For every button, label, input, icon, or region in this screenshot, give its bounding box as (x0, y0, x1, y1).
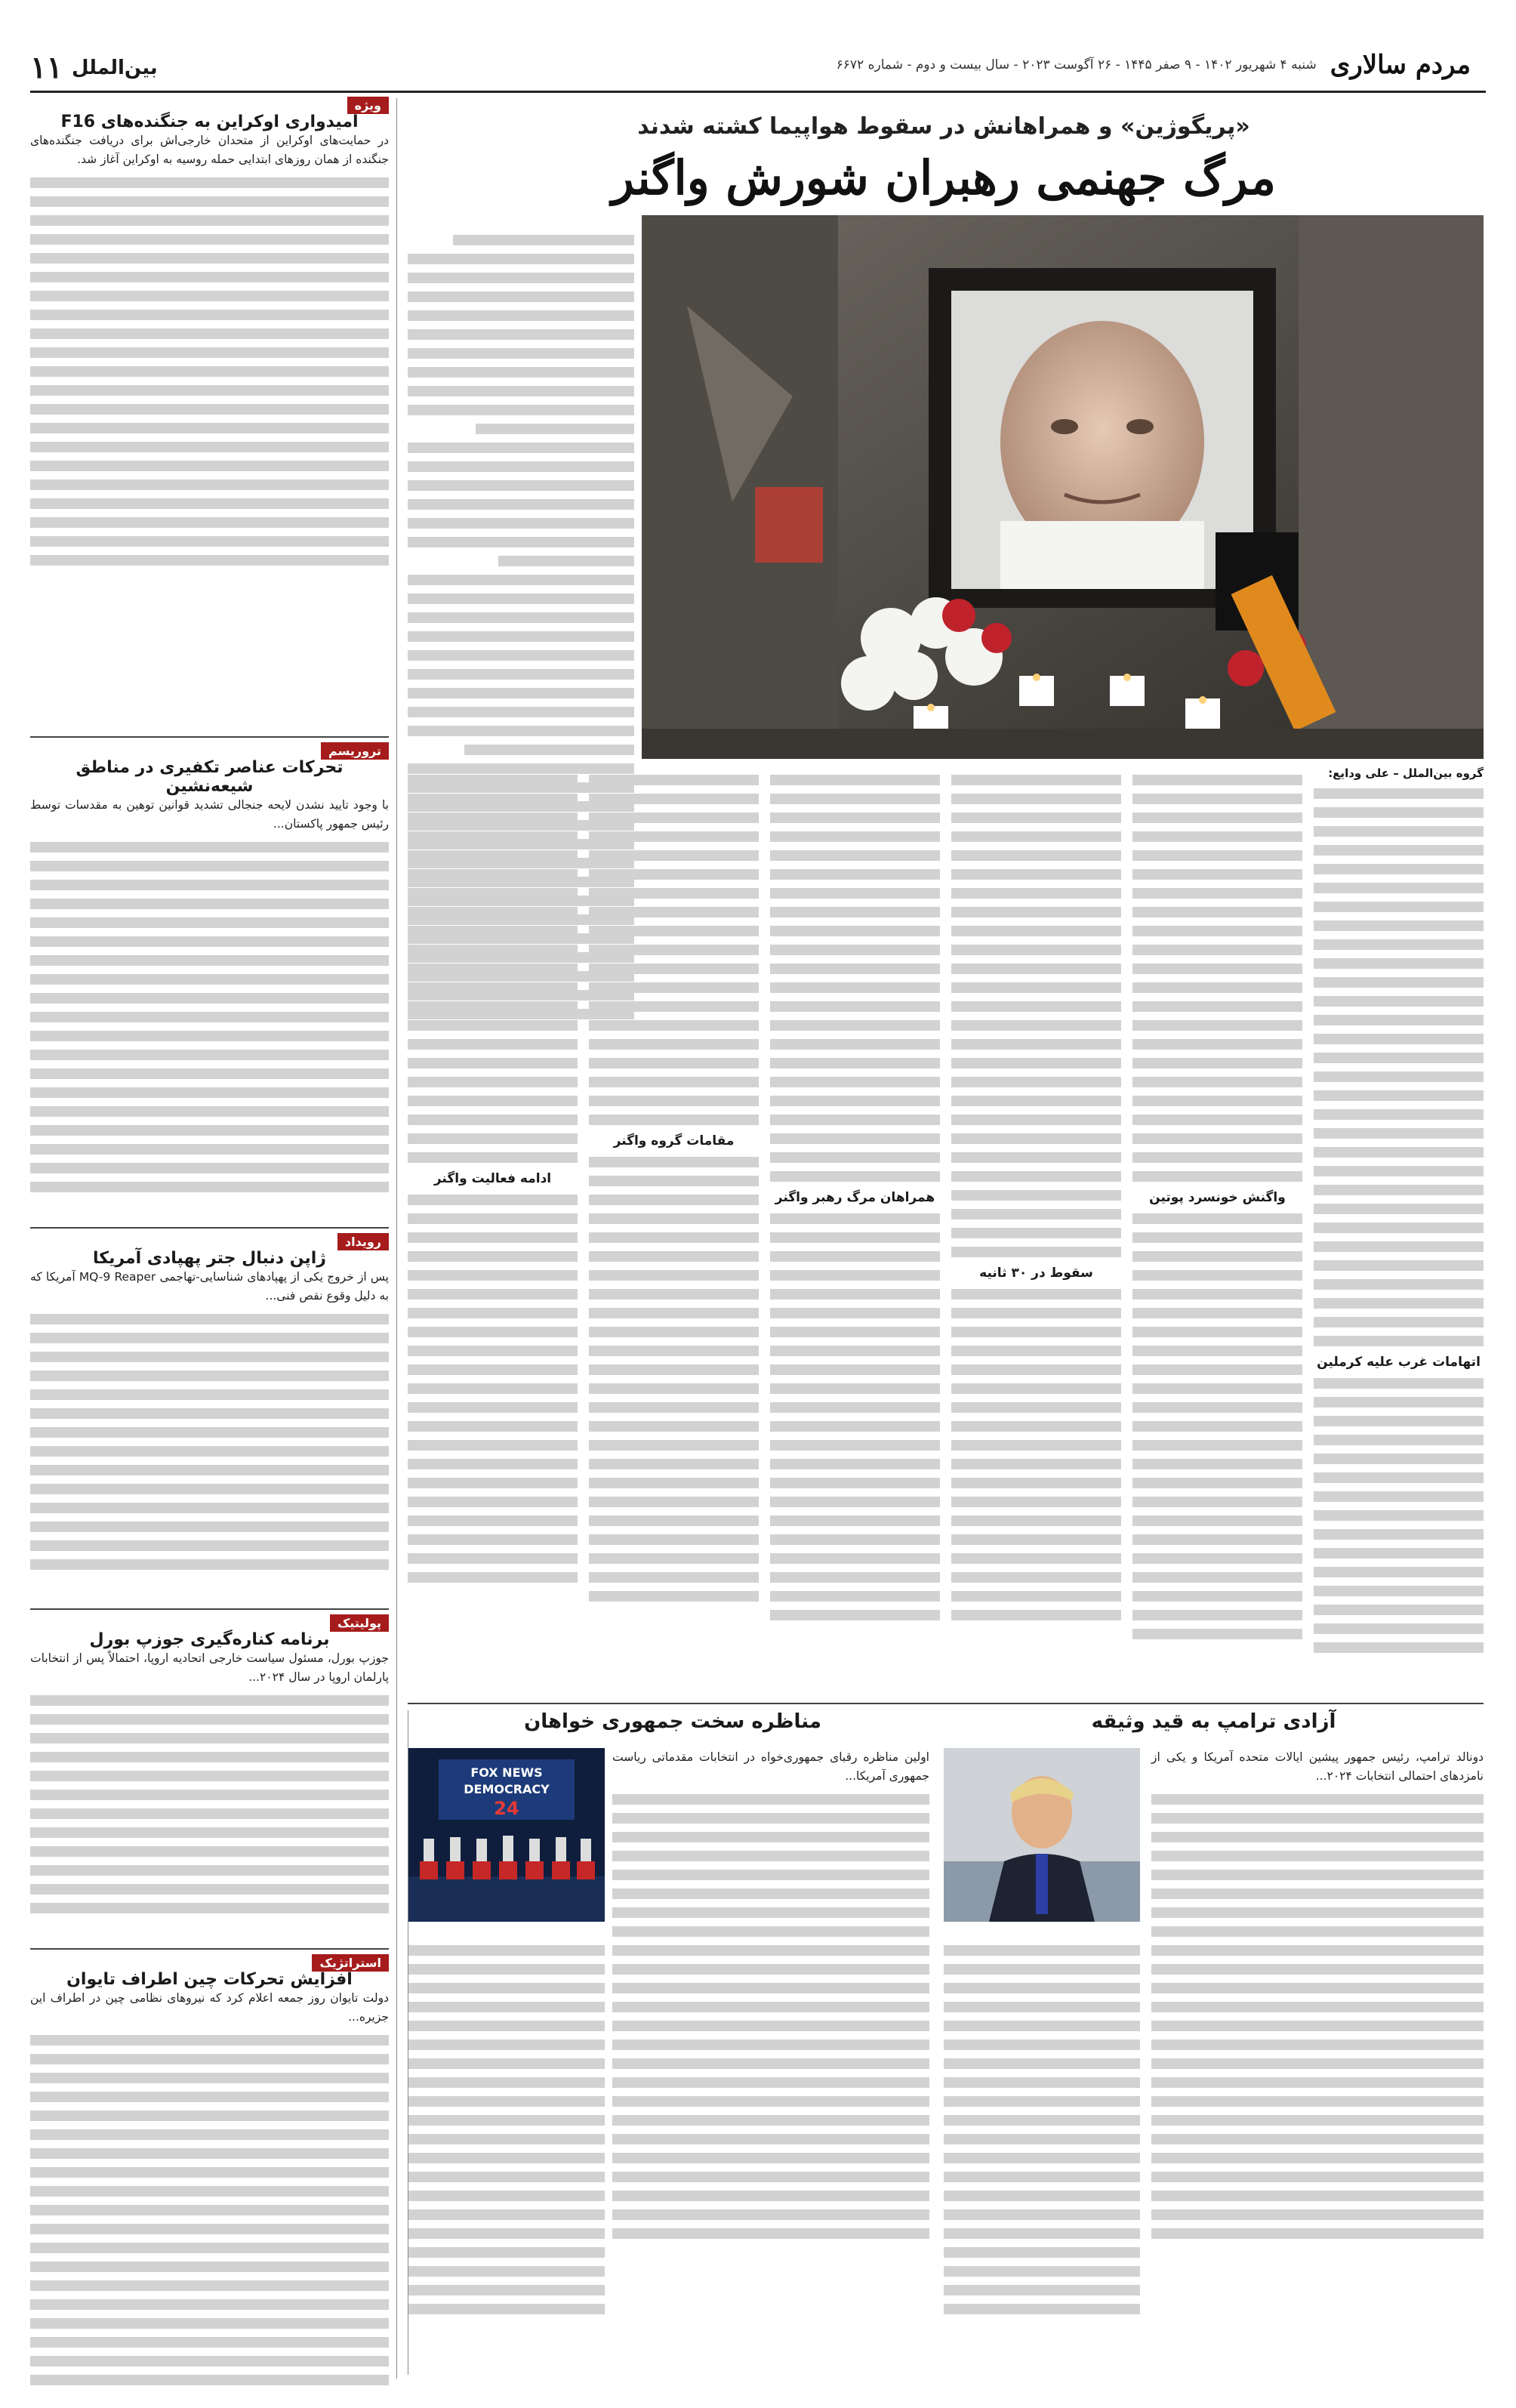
text-column (408, 775, 578, 1163)
debate-body (612, 1748, 929, 2247)
brief-1 (30, 98, 389, 574)
lead-col-3 (951, 766, 1121, 1629)
subhead-4: همراهان مرگ رهبر واگنر (775, 1190, 935, 1205)
text-column (1314, 1378, 1484, 1653)
masthead-right (837, 50, 1471, 80)
brief-kicker: تروریسم (321, 742, 389, 760)
masthead-left (30, 50, 158, 85)
sidebar (30, 98, 397, 2379)
newspaper-logo: مردم سالاری (1330, 50, 1471, 80)
brief-intro: دولت تایوان روز جمعه اعلام کرد که نیروهای نظامی چین در اطراف این جزیره... (30, 1991, 389, 2024)
text-column (589, 1157, 759, 1602)
lead-kicker: «پریگوژین» و همراهانش در سقوط هواپیما کشته شدند (637, 113, 1250, 140)
memorial-photo (642, 215, 1484, 759)
lead-photo (642, 215, 1484, 759)
brief-divider (30, 1948, 389, 1950)
text-column (589, 775, 759, 1125)
lead-col-6 (408, 766, 578, 1591)
text-column (1132, 775, 1302, 1182)
text-column (30, 177, 389, 566)
masthead (30, 45, 1486, 93)
text-column (951, 1289, 1121, 1620)
text-column (1151, 1794, 1484, 2239)
text-column (408, 1945, 605, 2314)
text-column (1132, 1213, 1302, 1639)
text-column (770, 1213, 940, 1620)
debate-story (408, 1710, 937, 2375)
brief-title: امیدواری اوکراین به جنگنده‌های F16 (60, 113, 359, 131)
text-column (944, 1945, 1140, 2314)
text-column (30, 842, 389, 1192)
page-number: ۱۱ (30, 50, 63, 85)
text-column (612, 1794, 929, 2239)
lead-col-1 (1314, 766, 1484, 1661)
subhead-6: ادامه فعالیت واگنر (433, 1171, 552, 1186)
brief-title: تحرکات عناصر تکفیری در مناطق شیعه‌نشین (75, 758, 344, 796)
issue-line: شنبه ۴ شهریور ۱۴۰۲ - ۹ صفر ۱۴۴۵ - ۲۶ آگوست ۲۰۲۳ - سال بیست و دوم - شماره ۶۶۷۲ (836, 57, 1317, 72)
trump-story-title: آزادی ترامپ به قید وثیقه (1091, 1710, 1336, 1733)
subhead-3: سقوط در ۳۰ ثانیه (979, 1266, 1093, 1281)
brief-kicker: استراتژیک (312, 1954, 389, 1972)
debate-banner-number: 24 (494, 1798, 519, 1819)
brief-intro: با وجود تایید نشدن لایحه جنجالی تشدید قوانین توهین به مقدسات توسط رئیس جمهور پاکستان... (30, 798, 389, 831)
brief-4 (30, 1616, 389, 1922)
brief-kicker: ویژه (347, 97, 389, 114)
subhead-2: واگنش خونسرد پوتین (1149, 1190, 1286, 1205)
brief-3 (30, 1235, 389, 1578)
brief-5 (30, 1956, 389, 2394)
trump-body-2 (944, 1937, 1140, 2323)
text-column (30, 1314, 389, 1570)
brief-intro: در حمایت‌های اوکراین از متحدان خارجی‌اش برای دریافت جنگنده‌های جنگنده از همان روزهای ابتدایی حمله روسیه به اوکراین آغاز شد. (30, 134, 389, 166)
brief-2 (30, 744, 389, 1201)
brief-title: برنامه کناره‌گیری جوزپ بورل (89, 1630, 330, 1649)
debate-banner-top: FOX NEWS (470, 1765, 543, 1780)
section-name: بین‌الملل (71, 56, 158, 79)
brief-kicker: رویداد (337, 1233, 389, 1250)
debate-photo (408, 1748, 605, 1922)
brief-divider (30, 1227, 389, 1229)
debate-intro: اولین مناظره رقبای جمهوری‌خواه در انتخابات مقدماتی ریاست جمهوری آمریکا... (612, 1750, 929, 1783)
trump-intro: دونالد ترامپ، رئیس جمهور پیشین ایالات متحده آمریکا و یکی از نامزدهای احتمالی انتخابات ۲۰۲۴... (1151, 1750, 1484, 1783)
bottom-divider (408, 1703, 1484, 1704)
text-column (30, 1695, 389, 1913)
lead-col-4 (770, 766, 940, 1629)
brief-intro: جوزپ بورل، مسئول سیاست خارجی اتحادیه اروپا، احتمالاً پس از انتخابات پارلمان اروپا در سال ۲۰۲۴... (30, 1651, 389, 1684)
debate-banner-middle: DEMOCRACY (464, 1782, 550, 1796)
lead-body-grid (408, 766, 1484, 1695)
lead-col-2 (1132, 766, 1302, 1648)
text-column (408, 1195, 578, 1583)
debate-story-title: مناظره سخت جمهوری خواهان (524, 1710, 821, 1733)
debate-body-2 (408, 1937, 605, 2323)
brief-divider (30, 736, 389, 738)
lead-headline: مرگ جهنمی رهبران شورش واگنر (612, 150, 1276, 205)
trump-story (944, 1710, 1484, 2375)
brief-intro: پس از خروج یکی از پهپادهای شناسایی-تهاجمی MQ-9 Reaper آمریکا که به دلیل وقوع نقص فنی... (30, 1270, 389, 1303)
lead-col-5 (589, 766, 759, 1610)
trump-image (944, 1748, 1140, 1922)
brief-kicker: پولیتیک (330, 1614, 389, 1632)
lead-headline-block (404, 113, 1484, 205)
trump-photo (944, 1748, 1140, 1922)
subhead-5: مقامات گروه واگنر (613, 1133, 735, 1149)
trump-body (1151, 1748, 1484, 2247)
brief-title: افزایش تحرکات چین اطراف تایوان (66, 1970, 353, 1989)
text-column (951, 775, 1121, 1257)
subhead-1: اتهامات غرب علیه کرملین (1317, 1355, 1481, 1370)
text-column (30, 2035, 389, 2385)
text-column (1314, 788, 1484, 1346)
lead-byline: گروه بین‌الملل – علی ودایع: (1328, 766, 1484, 780)
brief-title: ژاپن دنبال جتر پهپادی آمریکا (93, 1249, 326, 1268)
text-column (770, 775, 940, 1182)
brief-divider (30, 1608, 389, 1610)
debate-stage-image (408, 1748, 605, 1922)
